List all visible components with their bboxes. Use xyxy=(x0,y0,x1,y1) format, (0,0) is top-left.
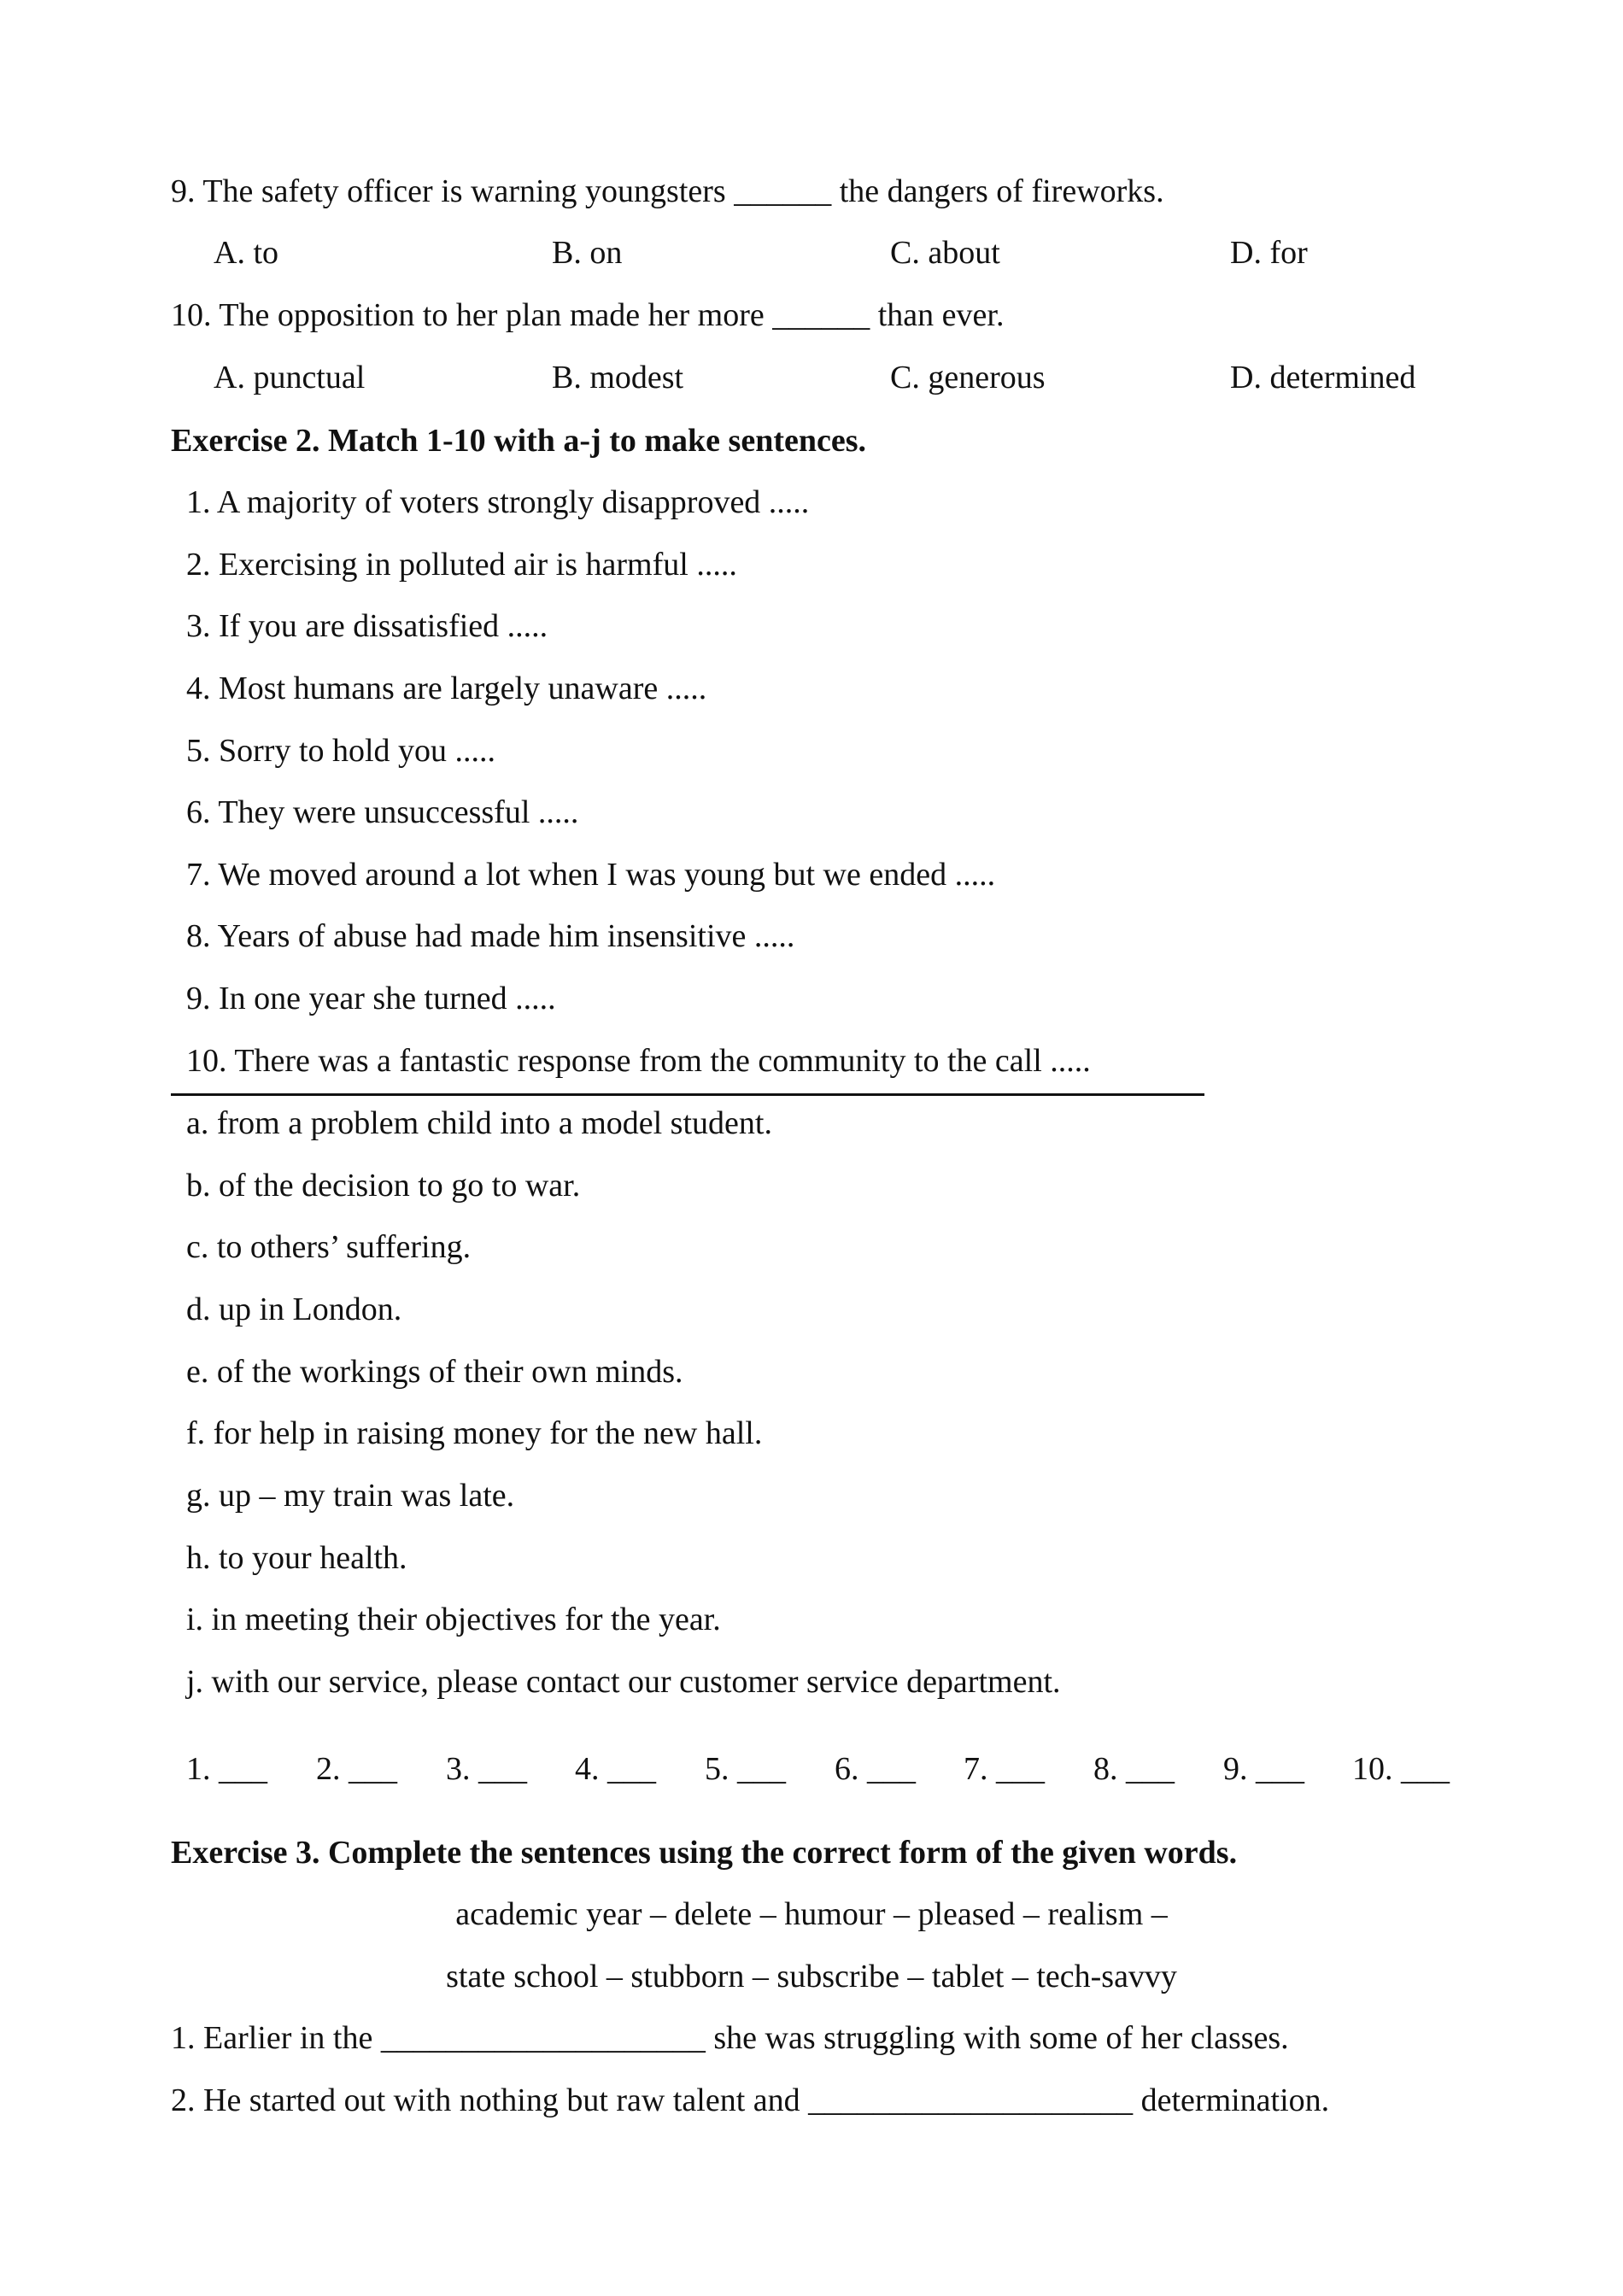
question-9-stem: 9. The safety officer is warning youngsters ______ the dangers of fireworks. xyxy=(171,173,1164,209)
answer-blank-10[interactable]: 10. ___ xyxy=(1352,1751,1450,1787)
match-item: 2. Exercising in polluted air is harmful ..... xyxy=(186,547,737,583)
match-item: 5. Sorry to hold you ..... xyxy=(186,733,496,769)
match-ending: c. to others’ suffering. xyxy=(186,1229,472,1265)
answer-blank-9[interactable]: 9. ___ xyxy=(1223,1751,1304,1787)
word-bank-line-1: academic year – delete – humour – pleased – realism – xyxy=(455,1896,1168,1932)
completion-sentence-2: 2. He started out with nothing but raw talent and ____________________ determination. xyxy=(171,2082,1330,2118)
match-ending: h. to your health. xyxy=(186,1540,407,1576)
exercise-2-heading: Exercise 2. Match 1-10 with a-j to make sentences. xyxy=(171,423,867,459)
match-item: 6. They were unsuccessful ..... xyxy=(186,794,579,830)
match-ending: j. with our service, please contact our customer service department. xyxy=(186,1664,1061,1700)
match-item: 1. A majority of voters strongly disapproved ..... xyxy=(186,484,810,520)
question-9-option-c: C. about xyxy=(890,235,1000,271)
answer-blank-6[interactable]: 6. ___ xyxy=(835,1751,916,1787)
answer-blank-3[interactable]: 3. ___ xyxy=(446,1751,527,1787)
completion-sentence-1: 1. Earlier in the ____________________ she was struggling with some of her classes. xyxy=(171,2020,1289,2056)
question-10-option-d: D. determined xyxy=(1230,360,1416,395)
word-bank-line-2: state school – stubborn – subscribe – tablet – tech-savvy xyxy=(446,1959,1177,1994)
question-10-option-b: B. modest xyxy=(552,360,684,395)
exercise-3-heading: Exercise 3. Complete the sentences using the correct form of the given words. xyxy=(171,1835,1238,1871)
match-ending: g. up – my train was late. xyxy=(186,1478,515,1514)
match-item: 3. If you are dissatisfied ..... xyxy=(186,608,548,644)
answer-blank-8[interactable]: 8. ___ xyxy=(1093,1751,1175,1787)
match-ending: f. for help in raising money for the new hall. xyxy=(186,1415,763,1451)
question-10-option-c: C. generous xyxy=(890,360,1046,395)
divider-rule xyxy=(171,1093,1204,1096)
question-9-option-b: B. on xyxy=(552,235,623,271)
match-item: 4. Most humans are largely unaware ..... xyxy=(186,671,707,706)
match-item: 9. In one year she turned ..... xyxy=(186,981,556,1016)
question-10-stem: 10. The opposition to her plan made her more ______ than ever. xyxy=(171,297,1005,333)
answer-blank-1[interactable]: 1. ___ xyxy=(186,1751,267,1787)
match-ending: b. of the decision to go to war. xyxy=(186,1168,581,1204)
question-10-option-a: A. punctual xyxy=(214,360,366,395)
question-9-option-a: A. to xyxy=(214,235,278,271)
match-item: 8. Years of abuse had made him insensitive ..... xyxy=(186,918,795,954)
match-item: 10. There was a fantastic response from the community to the call ..... xyxy=(186,1043,1091,1079)
match-item: 7. We moved around a lot when I was young but we ended ..... xyxy=(186,857,996,893)
question-9-option-d: D. for xyxy=(1230,235,1308,271)
answer-blank-5[interactable]: 5. ___ xyxy=(705,1751,786,1787)
match-ending: e. of the workings of their own minds. xyxy=(186,1354,683,1390)
match-ending: a. from a problem child into a model student. xyxy=(186,1105,772,1141)
answer-blank-4[interactable]: 4. ___ xyxy=(575,1751,656,1787)
answer-blank-2[interactable]: 2. ___ xyxy=(316,1751,397,1787)
answer-blank-7[interactable]: 7. ___ xyxy=(964,1751,1045,1787)
match-ending: i. in meeting their objectives for the year. xyxy=(186,1602,721,1637)
match-ending: d. up in London. xyxy=(186,1292,402,1327)
